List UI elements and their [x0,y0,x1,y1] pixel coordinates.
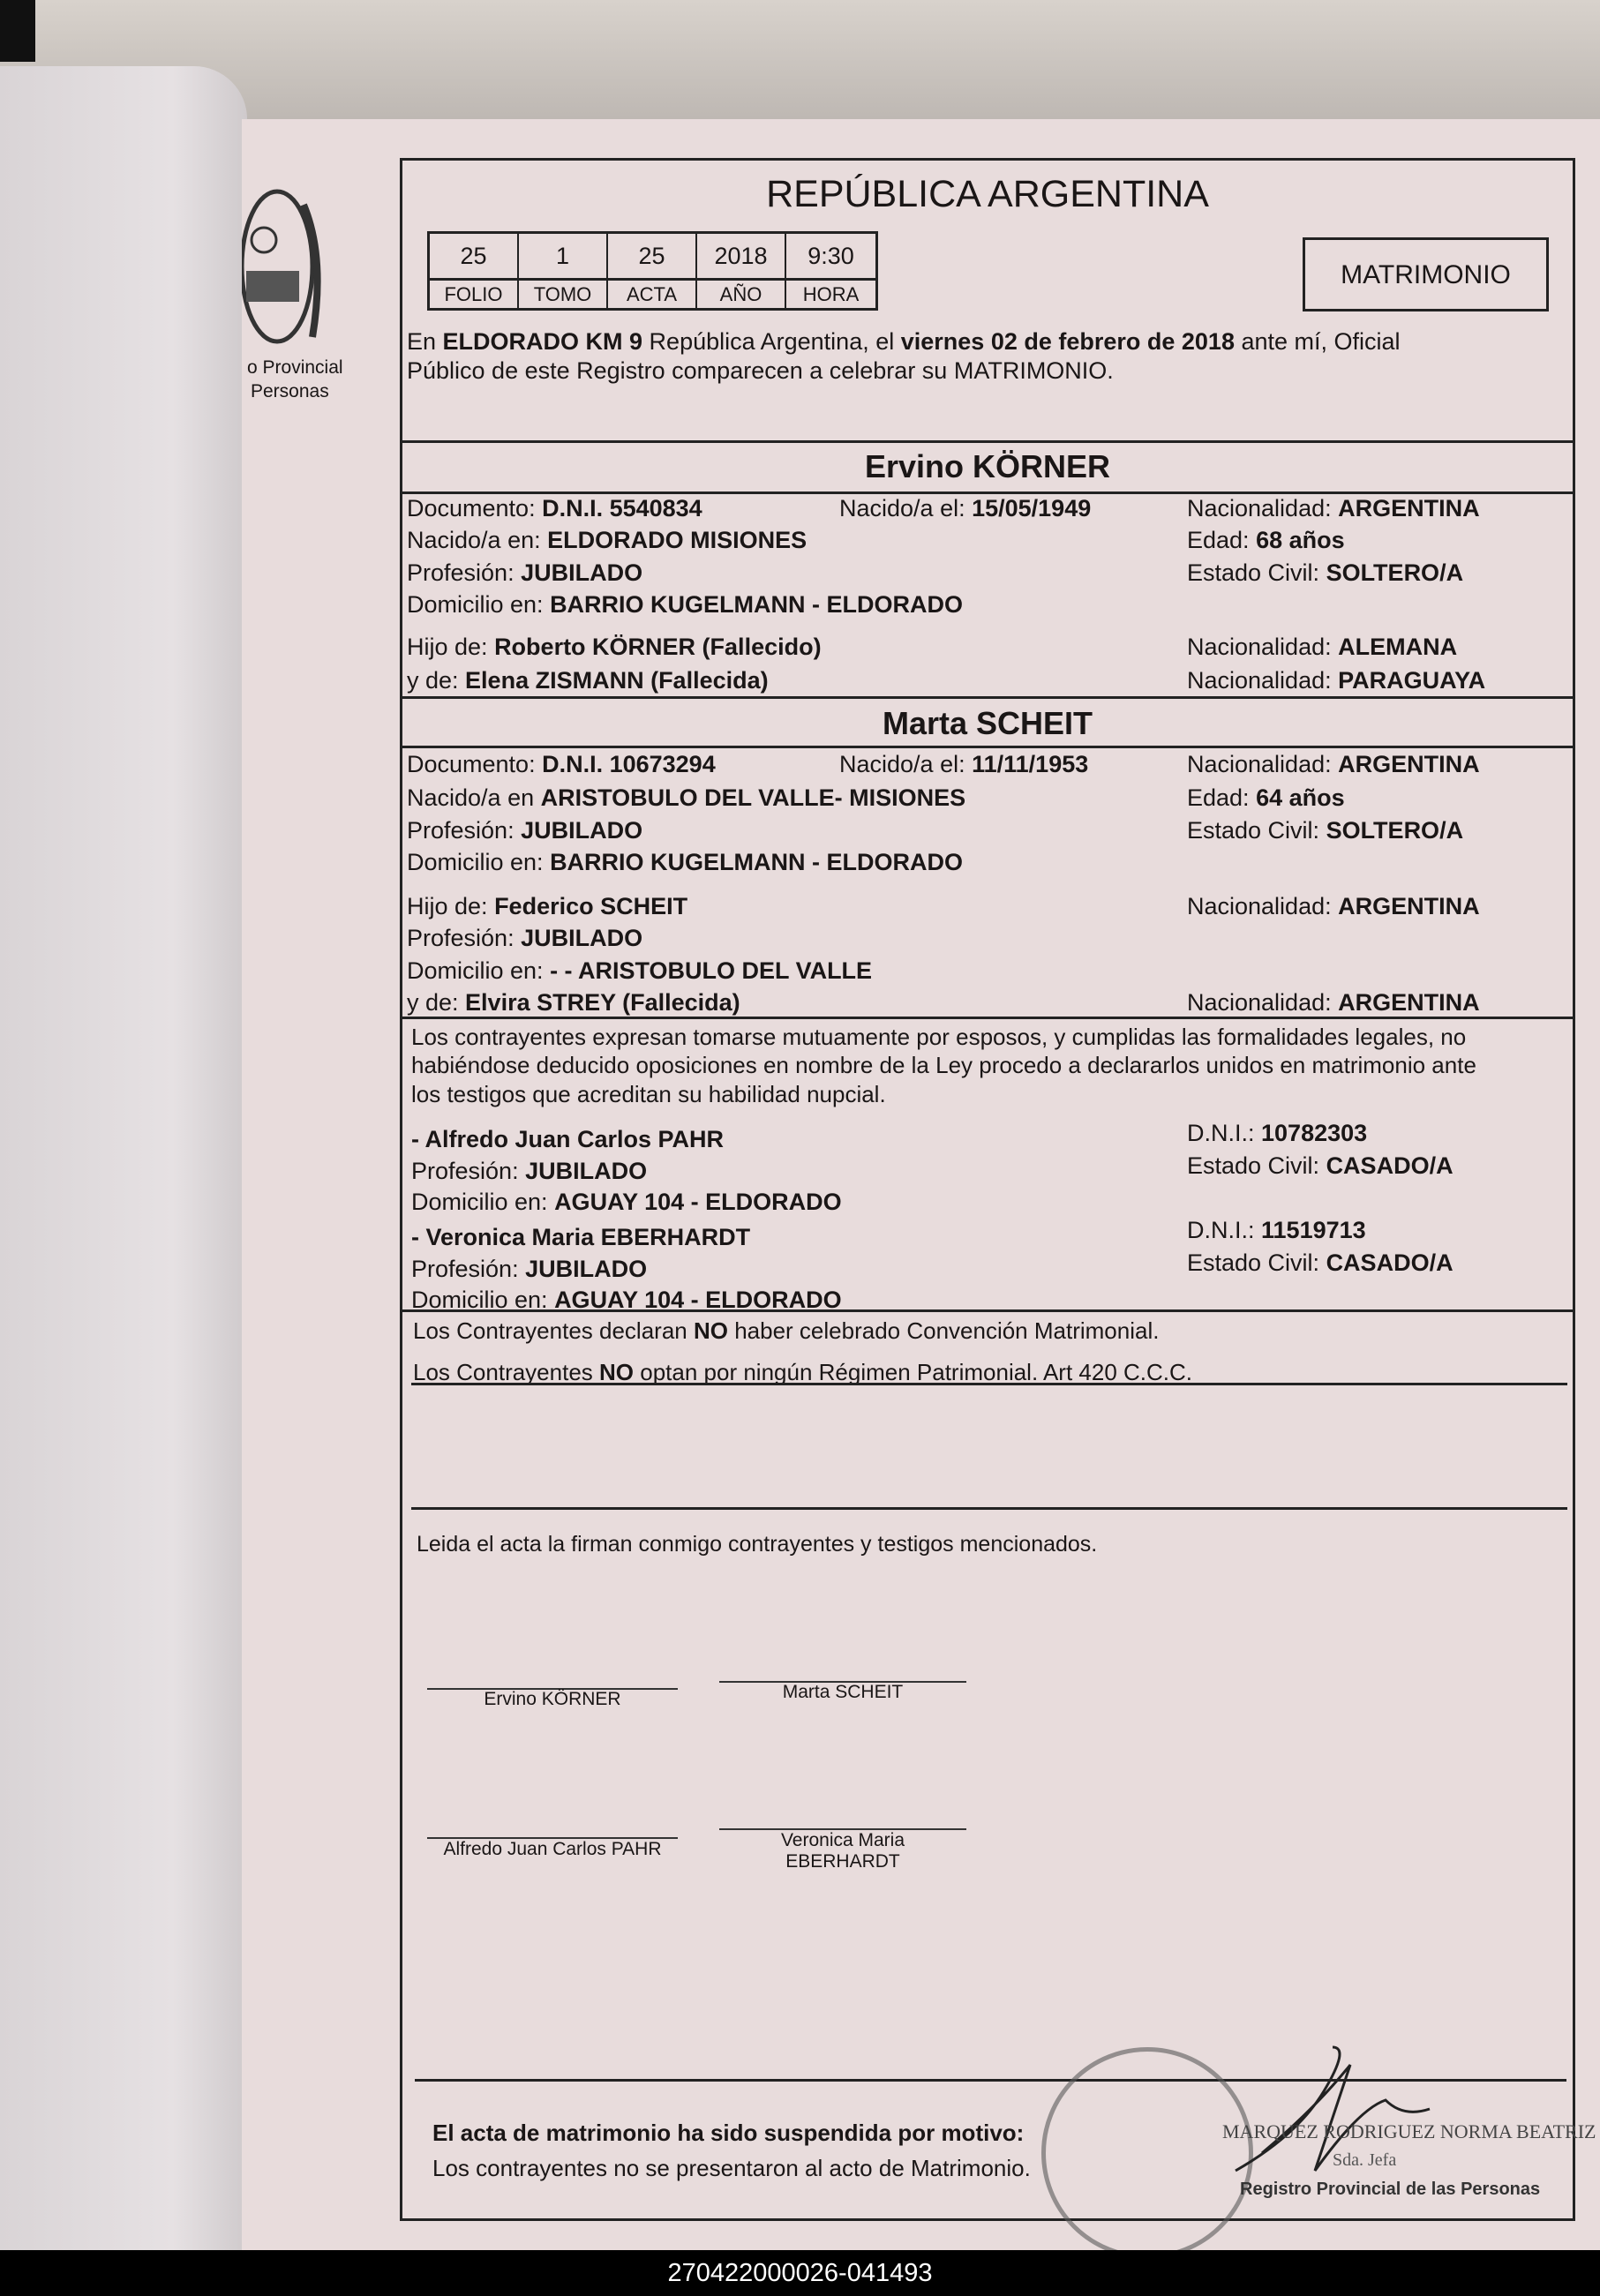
registry-label-1: o Provincial [247,357,343,378]
field: Nacido/a el: 11/11/1953 [839,751,1089,777]
divider [402,1309,1575,1312]
field: Hijo de: Roberto KÖRNER (Fallecido) [407,634,822,660]
witness-dni: D.N.I.: 10782303 [1187,1120,1368,1146]
divider [411,1383,1567,1385]
province-seal [242,187,330,350]
cell-label: TOMO [519,278,608,308]
document-type-box: MATRIMONIO [1303,237,1549,311]
cell-value: 1 [519,234,608,278]
background-corner [0,0,35,62]
field: Documento: D.N.I. 5540834 [407,495,702,521]
field: Estado Civil: SOLTERO/A [1187,559,1464,586]
signature-label: Marta SCHEIT [782,1682,904,1702]
field: Domicilio en: BARRIO KUGELMANN - ELDORADO [407,849,964,875]
witness-address: Domicilio en: AGUAY 104 - ELDORADO [411,1189,842,1215]
declaration-line: Los contrayentes expresan tomarse mutuamente por esposos, y cumplidas las formalidades legales, no [411,1024,1467,1050]
witness-civil-status: Estado Civil: CASADO/A [1187,1152,1454,1179]
signature-label: Ervino KÖRNER [484,1689,621,1709]
cell-value: 25 [608,234,697,278]
field: Nacionalidad: ARGENTINA [1187,751,1480,777]
field: Documento: D.N.I. 10673294 [407,751,716,777]
cell-label: FOLIO [430,278,519,308]
suspension-reason: Los contrayentes no se presentaron al acto de Matrimonio. [432,2155,1031,2181]
intro-line-1: En ELDORADO KM 9 República Argentina, el viernes 02 de febrero de 2018 ante mí, Oficial [407,328,1401,355]
official-office: Registro Provincial de las Personas [1240,2180,1541,2199]
reading-statement: Leida el acta la firman conmigo contrayentes y testigos mencionados. [417,1532,1098,1557]
witness-profession: Profesión: JUBILADO [411,1256,648,1282]
field: Edad: 68 años [1187,527,1345,553]
regime-line-2: Los Contrayentes NO optan por ningún Régimen Patrimonial. Art 420 C.C.C. [413,1359,1193,1385]
divider [402,491,1575,494]
declaration-line: los testigos que acreditan su habilidad nupcial. [411,1081,886,1107]
cell-value: 25 [430,234,519,278]
cell-value: 9:30 [808,243,854,269]
witness-name: - Veronica Maria EBERHARDT [411,1224,751,1250]
left-page [0,66,247,2255]
witness-civil-status: Estado Civil: CASADO/A [1187,1249,1454,1276]
field: Nacido/a en: ELDORADO MISIONES [407,527,808,553]
field: Nacido/a el: 15/05/1949 [839,495,1092,521]
suspension-title: El acta de matrimonio ha sido suspendida por motivo: [432,2120,1025,2146]
declaration-line: habiéndose deducido oposiciones en nombre de la Ley procedo a declararlos unidos en matrimonio ante [411,1052,1476,1078]
divider [402,440,1575,443]
registry-label-2: Personas [251,381,329,401]
field: Nacionalidad: ARGENTINA [1187,893,1480,919]
cell-label: AÑO [697,278,786,308]
cell-label: ACTA [608,278,697,308]
divider [411,1507,1567,1510]
intro-line-2: Público de este Registro comparecen a celebrar su MATRIMONIO. [407,357,1114,384]
field: Domicilio en: BARRIO KUGELMANN - ELDORADO [407,591,964,618]
cell-value: 2018 [697,234,786,278]
official-seal [1041,2047,1253,2259]
signature-label: Alfredo Juan Carlos PAHR [443,1839,662,1859]
field: y de: Elvira STREY (Fallecida) [407,989,740,1016]
field: Profesión: JUBILADO [407,817,643,844]
cell-label: HORA [786,278,875,308]
field: Estado Civil: SOLTERO/A [1187,817,1464,844]
official-role: Sda. Jefa [1333,2150,1397,2170]
signature-label: Veronica Maria EBERHARDT [780,1830,905,1872]
field: Nacionalidad: ARGENTINA [1187,989,1480,1016]
witness-profession: Profesión: JUBILADO [411,1158,648,1184]
footer-code: 270422000026-041493 [0,2250,1600,2296]
divider [402,746,1575,748]
field: Profesión: JUBILADO [407,559,643,586]
divider [402,696,1575,699]
bride-name: Marta SCHEIT [882,705,1093,741]
official-name: MARQUEZ RODRIGUEZ NORMA BEATRIZ [1222,2120,1596,2142]
field: Domicilio en: - - ARISTOBULO DEL VALLE [407,957,873,984]
field: Profesión: JUBILADO [407,925,643,951]
record-index-table [427,231,878,311]
divider [402,1017,1575,1019]
groom-name: Ervino KÖRNER [864,448,1111,484]
field: Hijo de: Federico SCHEIT [407,893,688,919]
field: Nacido/a en ARISTOBULO DEL VALLE- MISIONES [407,784,966,811]
regime-line-1: Los Contrayentes declaran NO haber celebrado Convención Matrimonial. [413,1317,1160,1344]
document-title: REPÚBLICA ARGENTINA [766,173,1209,215]
witness-name: - Alfredo Juan Carlos PAHR [411,1126,725,1152]
field: y de: Elena ZISMANN (Fallecida) [407,667,769,694]
field: Edad: 64 años [1187,784,1345,811]
witness-dni: D.N.I.: 11519713 [1187,1217,1366,1243]
field: Nacionalidad: PARAGUAYA [1187,667,1486,694]
witness-address: Domicilio en: AGUAY 104 - ELDORADO [411,1287,842,1313]
field: Nacionalidad: ALEMANA [1187,634,1458,660]
field: Nacionalidad: ARGENTINA [1187,495,1480,521]
